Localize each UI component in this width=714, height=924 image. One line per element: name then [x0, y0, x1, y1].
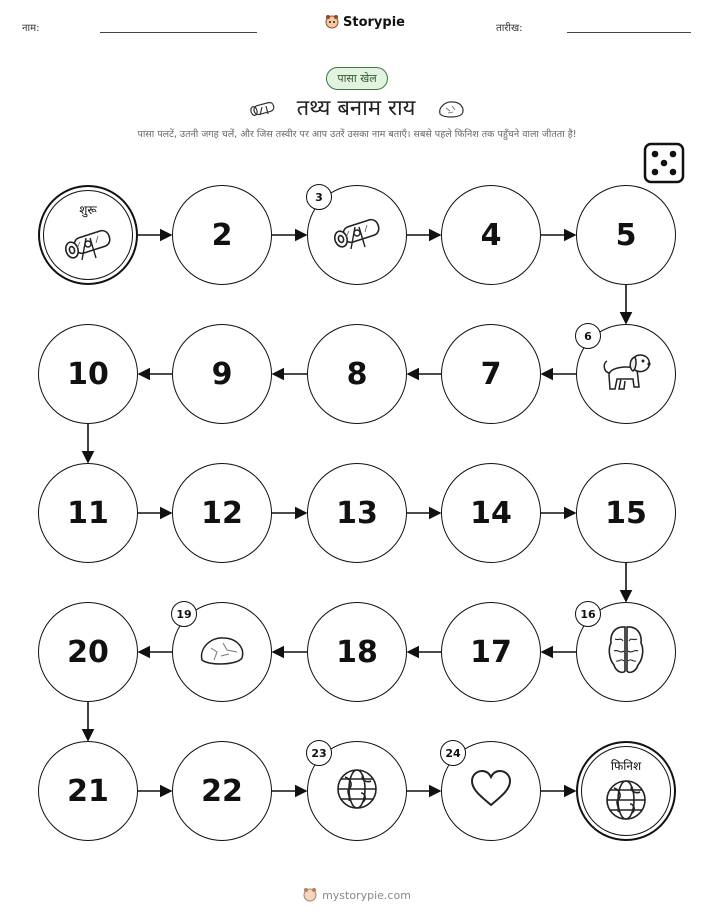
footer [0, 887, 714, 903]
finish-label: फिनिश [610, 759, 642, 773]
space-number-badge: 6 [575, 323, 601, 349]
footer-site[interactable]: mystorypie.com [322, 888, 411, 902]
mascot-icon [303, 887, 317, 903]
board-space-6[interactable] [576, 324, 676, 424]
space-number: 18 [336, 634, 378, 670]
game-type-tag: पासा खेल [326, 67, 388, 90]
space-number: 2 [211, 217, 233, 253]
space-number: 22 [201, 773, 243, 809]
space-number-badge: 23 [306, 740, 332, 766]
space-number: 7 [480, 356, 502, 392]
instructions: पासा पलटें, उतनी जगह चलें, और जिस तस्वीर पर आप उतरें उसका नाम बताएँ। सबसे पहले फिनिश तक पहुँचने वाला जीतता है! [137, 129, 577, 140]
space-number-badge: 19 [171, 601, 197, 627]
board-space-11[interactable] [38, 463, 138, 563]
brand-name: Storypie [343, 14, 405, 30]
board-space-10[interactable] [38, 324, 138, 424]
space-number: 8 [346, 356, 368, 392]
date-label: तारीख: [496, 23, 523, 34]
board-space-8[interactable] [307, 324, 407, 424]
board-space-20[interactable] [38, 602, 138, 702]
board-space-21[interactable] [38, 741, 138, 841]
board-space-23[interactable] [307, 741, 407, 841]
board-space-3[interactable] [307, 185, 407, 285]
space-number: 10 [67, 356, 109, 392]
brain-icon [606, 623, 646, 681]
space-number: 4 [480, 217, 502, 253]
dog-icon [599, 349, 653, 399]
board-space-14[interactable] [441, 463, 541, 563]
globe-icon [602, 776, 650, 828]
board-space-19[interactable] [172, 602, 272, 702]
space-number: 5 [615, 217, 637, 253]
space-number: 12 [201, 495, 243, 531]
space-number: 15 [605, 495, 647, 531]
space-number: 20 [67, 634, 109, 670]
board-space-15[interactable] [576, 463, 676, 563]
space-number-badge: 3 [306, 184, 332, 210]
space-number-badge: 16 [575, 601, 601, 627]
board-space-16[interactable] [576, 602, 676, 702]
board-space-finish[interactable] [576, 741, 676, 841]
board-space-24[interactable] [441, 741, 541, 841]
scroll-icon [329, 213, 385, 257]
board-space-2[interactable] [172, 185, 272, 285]
board-space-22[interactable] [172, 741, 272, 841]
board-space-4[interactable] [441, 185, 541, 285]
space-number-badge: 24 [440, 740, 466, 766]
globe-icon [333, 765, 381, 817]
rock-icon [197, 632, 247, 672]
start-label: शुरू [79, 203, 97, 217]
board-space-12[interactable] [172, 463, 272, 563]
board-space-18[interactable] [307, 602, 407, 702]
board-space-13[interactable] [307, 463, 407, 563]
board-space-9[interactable] [172, 324, 272, 424]
board-space-7[interactable] [441, 324, 541, 424]
space-number: 17 [470, 634, 512, 670]
space-number: 13 [336, 495, 378, 531]
space-number: 9 [211, 356, 233, 392]
board-space-5[interactable] [576, 185, 676, 285]
board-space-17[interactable] [441, 602, 541, 702]
scroll-icon [60, 224, 116, 268]
space-number: 14 [470, 495, 512, 531]
title-text: तथ्य बनाम राय [296, 96, 416, 121]
name-label: नाम: [22, 23, 40, 34]
heart-icon [469, 769, 513, 813]
space-number: 21 [67, 773, 109, 809]
space-number: 11 [67, 495, 109, 531]
board-space-start[interactable] [38, 185, 138, 285]
